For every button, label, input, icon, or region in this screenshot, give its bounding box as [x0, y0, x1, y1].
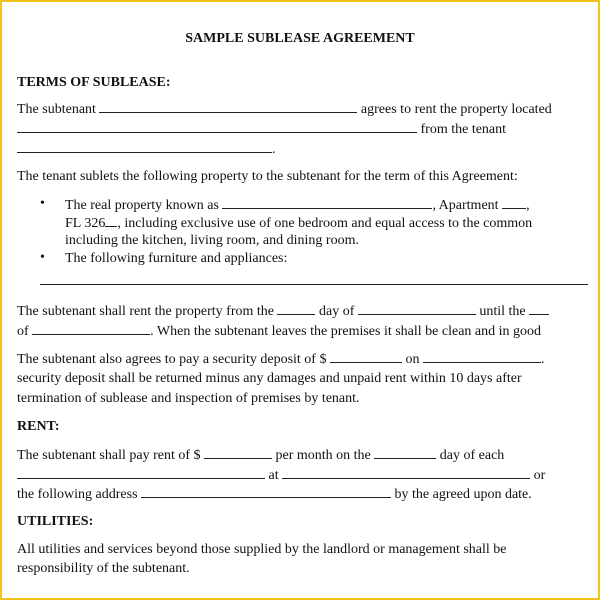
- terms-heading: TERMS OF SUBLEASE:: [17, 75, 171, 90]
- zip-code-blank[interactable]: [105, 214, 117, 227]
- utilities-heading: UTILITIES:: [17, 514, 94, 529]
- bullet-1-line-3: including the kitchen, living room, and dining room.: [65, 233, 359, 248]
- terms-line-4: The tenant sublets the following property to the subtenant for the term of this Agreement:: [17, 169, 518, 184]
- rent-day-blank[interactable]: [374, 446, 436, 459]
- bullet-1-line-2: [65, 214, 532, 233]
- terms-line-8: security deposit shall be returned minus any damages and unpaid rent within 10 days after: [17, 371, 522, 386]
- text-segment: The subtenant shall rent the property from the: [17, 304, 274, 319]
- text-segment: The subtenant also agrees to pay a security deposit of $: [17, 352, 327, 367]
- text-segment: on: [405, 352, 420, 367]
- text-segment: The real property known as: [65, 198, 219, 213]
- rent-payment-location-blank[interactable]: [282, 466, 530, 479]
- rent-heading: RENT:: [17, 419, 60, 434]
- text-segment: day of each: [439, 448, 505, 463]
- terms-line-2: [17, 120, 506, 139]
- text-segment: , including exclusive use of one bedroom and equal access to the common: [117, 216, 533, 231]
- rent-period-blank[interactable]: [17, 466, 265, 479]
- bullet-2-line-2: [40, 272, 588, 291]
- terms-line-3: [17, 140, 276, 159]
- deposit-amount-blank[interactable]: [330, 350, 402, 363]
- start-month-blank[interactable]: [358, 302, 476, 315]
- text-segment: The subtenant: [17, 102, 96, 117]
- rent-line-2: [17, 466, 545, 485]
- property-address-blank[interactable]: [17, 120, 417, 133]
- text-segment: agrees to rent the property located: [360, 102, 552, 117]
- furniture-list-blank[interactable]: [40, 272, 588, 285]
- utilities-line-2: responsibility of the subtenant.: [17, 561, 190, 576]
- text-segment: FL 326: [65, 216, 106, 231]
- text-segment: at: [268, 468, 279, 483]
- sublease-document: [2, 2, 598, 598]
- terms-line-7: [17, 350, 544, 369]
- text-segment: . When the subtenant leaves the premises it shall be clean and in good: [150, 324, 542, 339]
- terms-line-1: [17, 100, 552, 119]
- text-segment: per month on the: [275, 448, 371, 463]
- text-segment: from the tenant: [420, 122, 507, 137]
- text-segment: ,: [526, 198, 530, 213]
- rent-line-3: [17, 485, 532, 504]
- tenant-name-blank[interactable]: [17, 140, 272, 153]
- apartment-number-blank[interactable]: [502, 196, 526, 209]
- text-segment: until the: [479, 304, 526, 319]
- text-segment: the following address: [17, 487, 138, 502]
- bullet-marker: •: [40, 250, 45, 265]
- document-title: SAMPLE SUBLEASE AGREEMENT: [185, 31, 415, 46]
- rent-amount-blank[interactable]: [204, 446, 272, 459]
- text-segment: The subtenant shall pay rent of $: [17, 448, 201, 463]
- bullet-marker: •: [40, 196, 45, 211]
- text-segment: .: [540, 352, 545, 367]
- bullet-2-line-1: The following furniture and appliances:: [65, 251, 288, 266]
- text-segment: or: [533, 468, 546, 483]
- text-segment: , Apartment: [432, 198, 499, 213]
- text-segment: of: [17, 324, 29, 339]
- property-name-blank[interactable]: [222, 196, 432, 209]
- utilities-line-1: All utilities and services beyond those supplied by the landlord or management shall be: [17, 542, 507, 557]
- end-day-blank[interactable]: [529, 302, 549, 315]
- rent-address-blank[interactable]: [141, 485, 391, 498]
- text-segment: .: [272, 142, 276, 157]
- rent-line-1: [17, 446, 504, 465]
- subtenant-name-blank[interactable]: [99, 100, 357, 113]
- terms-line-9: termination of sublease and inspection of premises by tenant.: [17, 391, 360, 406]
- deposit-date-blank[interactable]: [423, 350, 541, 363]
- end-month-blank[interactable]: [32, 322, 150, 335]
- text-segment: day of: [318, 304, 355, 319]
- bullet-1-line-1: [65, 196, 530, 215]
- terms-line-5: [17, 302, 549, 321]
- terms-line-6: [17, 322, 541, 341]
- text-segment: by the agreed upon date.: [394, 487, 532, 502]
- start-day-blank[interactable]: [277, 302, 315, 315]
